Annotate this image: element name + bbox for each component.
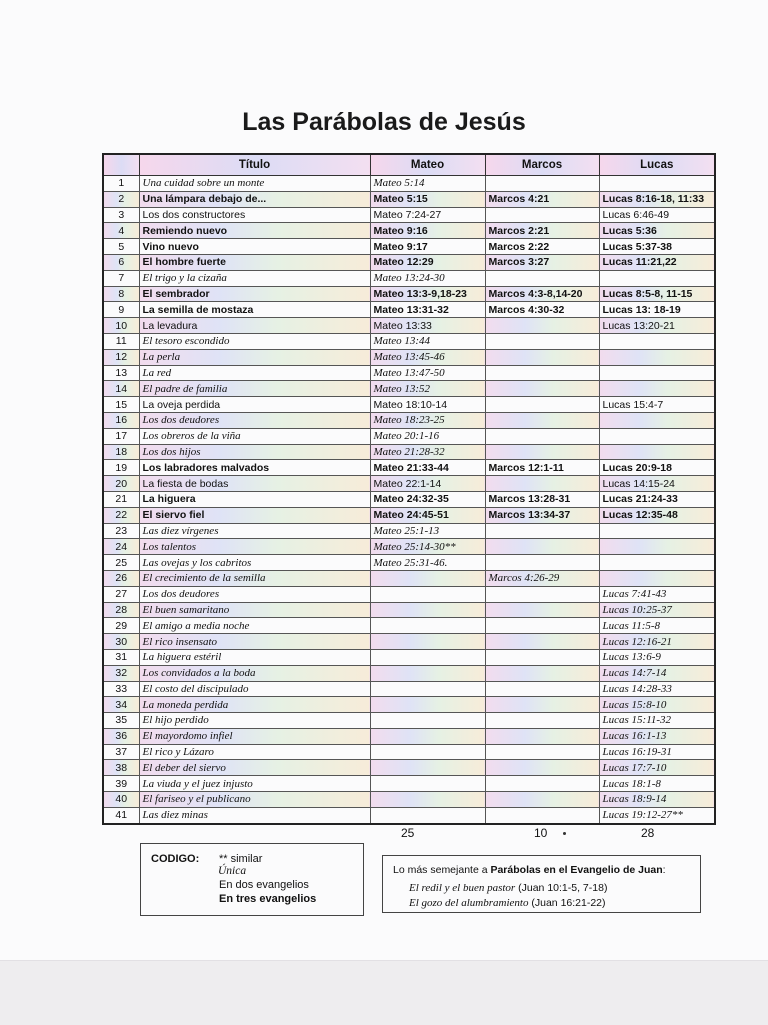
cell-marcos [485, 270, 599, 286]
juan-item-ref: (Juan 10:1-5, 7-18) [515, 882, 608, 894]
juan-heading-prefix: Lo más semejante a [393, 864, 491, 876]
cell-marcos [485, 176, 599, 192]
legend-dos-evangelios: En dos evangelios [219, 879, 309, 891]
cell-title: El fariseo y el publicano [139, 792, 370, 808]
cell-marcos: Marcos 4:21 [485, 191, 599, 207]
cell-number: 9 [103, 302, 139, 318]
table-row [103, 555, 715, 571]
cell-marcos [485, 349, 599, 365]
cell-title: El deber del siervo [139, 760, 370, 776]
cell-number: 16 [103, 412, 139, 428]
cell-mateo [370, 602, 485, 618]
cell-mateo: Mateo 13:52 [370, 381, 485, 397]
cell-mateo: Mateo 20:1-16 [370, 428, 485, 444]
table-row [103, 491, 715, 507]
table-row [103, 665, 715, 681]
cell-mateo: Mateo 9:17 [370, 239, 485, 255]
cell-title: Vino nuevo [139, 239, 370, 255]
cell-mateo: Mateo 24:45-51 [370, 507, 485, 523]
cell-marcos [485, 649, 599, 665]
juan-item-title: El redil y el buen pastor [409, 882, 516, 894]
cell-lucas: Lucas 8:16-18, 11:33 [599, 191, 715, 207]
cell-marcos [485, 523, 599, 539]
cell-lucas: Lucas 12:35-48 [599, 507, 715, 523]
cell-title: La fiesta de bodas [139, 476, 370, 492]
cell-marcos: Marcos 13:28-31 [485, 491, 599, 507]
cell-lucas [599, 365, 715, 381]
cell-number: 30 [103, 634, 139, 650]
cell-mateo: Mateo 25:1-13 [370, 523, 485, 539]
cell-title: Una cuidad sobre un monte [139, 176, 370, 192]
cell-title: La semilla de mostaza [139, 302, 370, 318]
cell-title: El crecimiento de la semilla [139, 570, 370, 586]
cell-title: La oveja perdida [139, 397, 370, 413]
cell-mateo: Mateo 24:32-35 [370, 491, 485, 507]
cell-mateo [370, 570, 485, 586]
cell-title: El padre de familia [139, 381, 370, 397]
cell-title: La perla [139, 349, 370, 365]
cell-marcos: Marcos 4:3-8,14-20 [485, 286, 599, 302]
cell-number: 4 [103, 223, 139, 239]
cell-marcos [485, 555, 599, 571]
cell-lucas [599, 523, 715, 539]
cell-lucas: Lucas 19:12-27** [599, 807, 715, 823]
cell-lucas [599, 570, 715, 586]
table-row [103, 286, 715, 302]
table-row [103, 207, 715, 223]
table-row [103, 618, 715, 634]
cell-marcos: Marcos 13:34-37 [485, 507, 599, 523]
table-row [103, 428, 715, 444]
cell-mateo [370, 760, 485, 776]
table-row [103, 539, 715, 555]
total-marcos: 10 [534, 826, 548, 840]
cell-number: 33 [103, 681, 139, 697]
cell-number: 21 [103, 491, 139, 507]
cell-lucas: Lucas 18:9-14 [599, 792, 715, 808]
cell-mateo [370, 744, 485, 760]
cell-lucas [599, 555, 715, 571]
juan-heading-suffix: : [662, 864, 666, 876]
cell-lucas: Lucas 20:9-18 [599, 460, 715, 476]
cell-mateo: Mateo 13:45-46 [370, 349, 485, 365]
table-row [103, 318, 715, 334]
cell-title: La moneda perdida [139, 697, 370, 713]
table-row [103, 176, 715, 192]
cell-marcos [485, 397, 599, 413]
cell-marcos: Marcos 3:27 [485, 254, 599, 270]
cell-marcos [485, 744, 599, 760]
cell-marcos [485, 381, 599, 397]
cell-mateo: Mateo 21:33-44 [370, 460, 485, 476]
cell-title: El siervo fiel [139, 507, 370, 523]
legend-similar: ** similar [219, 853, 263, 865]
cell-lucas: Lucas 16:1-13 [599, 728, 715, 744]
cell-marcos: Marcos 2:21 [485, 223, 599, 239]
cell-lucas [599, 428, 715, 444]
cell-number: 20 [103, 476, 139, 492]
cell-number: 24 [103, 539, 139, 555]
cell-title: El rico y Lázaro [139, 744, 370, 760]
header-lucas: Lucas [599, 154, 715, 176]
cell-title: El amigo a media noche [139, 618, 370, 634]
header-number [103, 154, 139, 176]
table-row [103, 760, 715, 776]
cell-title: Los labradores malvados [139, 460, 370, 476]
cell-number: 14 [103, 381, 139, 397]
cell-marcos [485, 792, 599, 808]
cell-marcos [485, 444, 599, 460]
cell-number: 15 [103, 397, 139, 413]
cell-marcos [485, 318, 599, 334]
cell-lucas: Lucas 17:7-10 [599, 760, 715, 776]
table-row [103, 507, 715, 523]
cell-title: Los obreros de la viña [139, 428, 370, 444]
cell-title: El rico insensato [139, 634, 370, 650]
table-row [103, 776, 715, 792]
table-row [103, 239, 715, 255]
cell-mateo [370, 665, 485, 681]
table-row [103, 191, 715, 207]
juan-heading-bold: Parábolas en el Evangelio de Juan [490, 864, 663, 876]
cell-marcos [485, 428, 599, 444]
table-row [103, 728, 715, 744]
legend-heading: CODIGO: [151, 853, 200, 865]
cell-number: 12 [103, 349, 139, 365]
cell-number: 29 [103, 618, 139, 634]
cell-number: 22 [103, 507, 139, 523]
table-row [103, 460, 715, 476]
cell-marcos [485, 333, 599, 349]
juan-item-ref: (Juan 16:21-22) [528, 897, 606, 909]
cell-title: El mayordomo infiel [139, 728, 370, 744]
cell-mateo: Mateo 22:1-14 [370, 476, 485, 492]
cell-lucas: Lucas 18:1-8 [599, 776, 715, 792]
cell-lucas: Lucas 14:15-24 [599, 476, 715, 492]
cell-marcos [485, 586, 599, 602]
cell-lucas: Lucas 21:24-33 [599, 491, 715, 507]
cell-number: 25 [103, 555, 139, 571]
cell-number: 41 [103, 807, 139, 823]
juan-box [382, 855, 701, 913]
table-row [103, 349, 715, 365]
cell-mateo [370, 634, 485, 650]
cell-lucas: Lucas 15:4-7 [599, 397, 715, 413]
cell-lucas: Lucas 12:16-21 [599, 634, 715, 650]
cell-number: 27 [103, 586, 139, 602]
table-row [103, 270, 715, 286]
header-marcos: Marcos [485, 154, 599, 176]
cell-lucas: Lucas 15:8-10 [599, 697, 715, 713]
table-row [103, 744, 715, 760]
cell-number: 7 [103, 270, 139, 286]
header-titulo: Título [139, 154, 370, 176]
cell-mateo [370, 681, 485, 697]
cell-number: 31 [103, 649, 139, 665]
cell-number: 37 [103, 744, 139, 760]
table-row [103, 412, 715, 428]
cell-lucas: Lucas 5:37-38 [599, 239, 715, 255]
cell-title: Los dos deudores [139, 412, 370, 428]
juan-heading [393, 864, 666, 876]
table-row [103, 302, 715, 318]
cell-lucas: Lucas 16:19-31 [599, 744, 715, 760]
cell-title: El costo del discipulado [139, 681, 370, 697]
cell-marcos [485, 602, 599, 618]
cell-mateo: Mateo 5:14 [370, 176, 485, 192]
cell-number: 28 [103, 602, 139, 618]
cell-number: 6 [103, 254, 139, 270]
cell-mateo: Mateo 9:16 [370, 223, 485, 239]
cell-mateo [370, 807, 485, 823]
cell-mateo [370, 697, 485, 713]
stray-mark [563, 832, 566, 835]
cell-title: Las diez vírgenes [139, 523, 370, 539]
cell-title: Los convidados a la boda [139, 665, 370, 681]
cell-mateo: Mateo 13:24-30 [370, 270, 485, 286]
table-row [103, 713, 715, 729]
cell-mateo: Mateo 25:31-46. [370, 555, 485, 571]
cell-marcos [485, 476, 599, 492]
cell-marcos [485, 697, 599, 713]
cell-lucas: Lucas 7:41-43 [599, 586, 715, 602]
cell-title: Una lámpara debajo de... [139, 191, 370, 207]
table-row [103, 381, 715, 397]
cell-title: La viuda y el juez injusto [139, 776, 370, 792]
cell-marcos: Marcos 2:22 [485, 239, 599, 255]
cell-title: El hombre fuerte [139, 254, 370, 270]
cell-lucas: Lucas 5:36 [599, 223, 715, 239]
cell-number: 26 [103, 570, 139, 586]
cell-title: Los dos constructores [139, 207, 370, 223]
cell-mateo: Mateo 21:28-32 [370, 444, 485, 460]
cell-title: El trigo y la cizaña [139, 270, 370, 286]
total-lucas: 28 [641, 826, 655, 840]
cell-lucas [599, 539, 715, 555]
cell-title: El buen samaritano [139, 602, 370, 618]
cell-lucas: Lucas 13:20-21 [599, 318, 715, 334]
cell-lucas: Lucas 6:46-49 [599, 207, 715, 223]
cell-marcos [485, 618, 599, 634]
cell-number: 35 [103, 713, 139, 729]
cell-number: 18 [103, 444, 139, 460]
cell-number: 11 [103, 333, 139, 349]
legend-box [140, 843, 364, 916]
cell-mateo [370, 728, 485, 744]
cell-title: Los dos deudores [139, 586, 370, 602]
table-row [103, 792, 715, 808]
cell-mateo: Mateo 13:33 [370, 318, 485, 334]
cell-lucas: Lucas 10:25-37 [599, 602, 715, 618]
cell-lucas: Lucas 14:28-33 [599, 681, 715, 697]
cell-marcos: Marcos 4:26-29 [485, 570, 599, 586]
cell-marcos [485, 412, 599, 428]
cell-number: 2 [103, 191, 139, 207]
cell-number: 10 [103, 318, 139, 334]
cell-title: Las ovejas y los cabritos [139, 555, 370, 571]
legend-unica: Única [218, 865, 247, 877]
cell-lucas [599, 412, 715, 428]
cell-marcos [485, 665, 599, 681]
cell-lucas: Lucas 11:21,22 [599, 254, 715, 270]
cell-lucas: Lucas 14:7-14 [599, 665, 715, 681]
cell-title: La higuera estéril [139, 649, 370, 665]
juan-item-title: El gozo del alumbramiento [409, 897, 529, 909]
cell-title: Los dos hijos [139, 444, 370, 460]
table-row [103, 444, 715, 460]
scan-background [0, 960, 768, 1025]
table-row [103, 649, 715, 665]
cell-lucas: Lucas 15:11-32 [599, 713, 715, 729]
cell-mateo [370, 776, 485, 792]
cell-number: 13 [103, 365, 139, 381]
table-row [103, 602, 715, 618]
cell-number: 17 [103, 428, 139, 444]
cell-title: Las diez minas [139, 807, 370, 823]
cell-marcos [485, 728, 599, 744]
cell-mateo: Mateo 25:14-30** [370, 539, 485, 555]
table-row [103, 586, 715, 602]
cell-mateo: Mateo 7:24-27 [370, 207, 485, 223]
table-row [103, 254, 715, 270]
cell-marcos [485, 634, 599, 650]
cell-title: El tesoro escondido [139, 333, 370, 349]
cell-mateo [370, 649, 485, 665]
header-mateo: Mateo [370, 154, 485, 176]
cell-number: 39 [103, 776, 139, 792]
cell-marcos [485, 207, 599, 223]
cell-lucas: Lucas 8:5-8, 11-15 [599, 286, 715, 302]
juan-item [409, 897, 606, 909]
cell-title: La higuera [139, 491, 370, 507]
page-title: Las Parábolas de Jesús [242, 108, 526, 136]
cell-number: 32 [103, 665, 139, 681]
cell-mateo: Mateo 13:47-50 [370, 365, 485, 381]
table-row [103, 523, 715, 539]
table-row [103, 807, 715, 823]
table-row [103, 697, 715, 713]
cell-mateo [370, 713, 485, 729]
table-row [103, 476, 715, 492]
cell-mateo: Mateo 13:3-9,18-23 [370, 286, 485, 302]
cell-lucas: Lucas 13:6-9 [599, 649, 715, 665]
cell-number: 34 [103, 697, 139, 713]
cell-number: 36 [103, 728, 139, 744]
cell-lucas [599, 333, 715, 349]
cell-title: El sembrador [139, 286, 370, 302]
cell-number: 38 [103, 760, 139, 776]
total-mateo: 25 [401, 826, 415, 840]
cell-lucas: Lucas 13: 18-19 [599, 302, 715, 318]
cell-marcos [485, 760, 599, 776]
cell-number: 19 [103, 460, 139, 476]
table-row [103, 634, 715, 650]
cell-number: 8 [103, 286, 139, 302]
cell-lucas [599, 270, 715, 286]
table-body [103, 176, 715, 824]
cell-marcos: Marcos 4:30-32 [485, 302, 599, 318]
cell-marcos [485, 807, 599, 823]
cell-mateo: Mateo 13:31-32 [370, 302, 485, 318]
cell-marcos [485, 539, 599, 555]
cell-lucas [599, 176, 715, 192]
juan-item [409, 882, 607, 894]
cell-number: 5 [103, 239, 139, 255]
table-row [103, 333, 715, 349]
cell-marcos [485, 776, 599, 792]
cell-mateo [370, 792, 485, 808]
cell-number: 3 [103, 207, 139, 223]
cell-marcos [485, 681, 599, 697]
cell-title: La red [139, 365, 370, 381]
cell-marcos [485, 713, 599, 729]
cell-mateo: Mateo 18:23-25 [370, 412, 485, 428]
cell-mateo [370, 586, 485, 602]
cell-mateo [370, 618, 485, 634]
cell-lucas [599, 349, 715, 365]
cell-title: Los talentos [139, 539, 370, 555]
table-row [103, 681, 715, 697]
table-header-row [103, 154, 715, 176]
cell-lucas [599, 444, 715, 460]
cell-title: Remiendo nuevo [139, 223, 370, 239]
table-row [103, 365, 715, 381]
cell-mateo: Mateo 13:44 [370, 333, 485, 349]
cell-title: La levadura [139, 318, 370, 334]
cell-number: 40 [103, 792, 139, 808]
cell-number: 23 [103, 523, 139, 539]
table-row [103, 570, 715, 586]
cell-mateo: Mateo 18:10-14 [370, 397, 485, 413]
cell-marcos: Marcos 12:1-11 [485, 460, 599, 476]
cell-lucas: Lucas 11:5-8 [599, 618, 715, 634]
cell-number: 1 [103, 176, 139, 192]
cell-title: El hijo perdido [139, 713, 370, 729]
cell-mateo: Mateo 5:15 [370, 191, 485, 207]
cell-lucas [599, 381, 715, 397]
cell-mateo: Mateo 12:29 [370, 254, 485, 270]
table-row [103, 397, 715, 413]
parables-table [102, 153, 716, 825]
cell-marcos [485, 365, 599, 381]
table-row [103, 223, 715, 239]
legend-tres-evangelios: En tres evangelios [219, 893, 317, 905]
